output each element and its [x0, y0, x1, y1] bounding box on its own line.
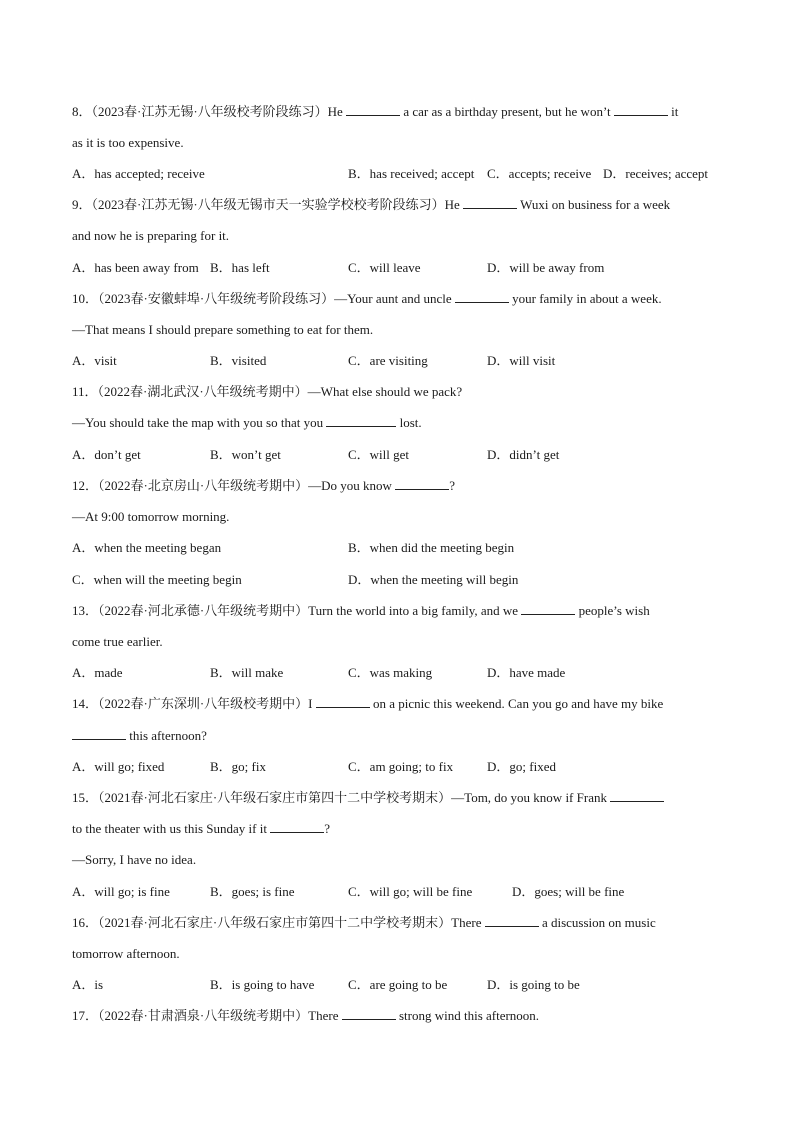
answer-blank[interactable] [485, 914, 539, 927]
question-17-line-1 [72, 1007, 732, 1025]
option-b[interactable]: B．visited [210, 353, 267, 368]
question-text: lost. [396, 415, 422, 430]
question-15-line-3: —Sorry, I have no idea. [72, 852, 197, 867]
question-text: 16．（2021春·河北石家庄·八年级石家庄市第四十二中学校考期末）There [72, 915, 485, 930]
question-text: 12．（2022春·北京房山·八年级统考期中）—Do you know [72, 478, 396, 493]
option-a[interactable]: A．visit [72, 353, 117, 368]
question-15-line-1 [72, 789, 732, 807]
question-text: 15．（2021春·河北石家庄·八年级石家庄市第四十二中学校考期末）—Tom, do you know if Frank [72, 790, 611, 805]
answer-blank[interactable] [455, 290, 509, 303]
question-8-line-2: as it is too expensive. [72, 135, 184, 150]
question-text: 10．（2023春·安徽蚌埠·八年级统考阶段练习）—Your aunt and uncle [72, 291, 455, 306]
question-13-line-1 [72, 602, 732, 620]
question-text: your family in about a week. [508, 291, 662, 306]
option-c[interactable]: C．are going to be [348, 977, 448, 992]
option-c[interactable]: C．will go; will be fine [348, 884, 473, 899]
option-b[interactable]: B．is going to have [210, 977, 315, 992]
option-a[interactable]: A．when the meeting began [72, 540, 222, 555]
option-d[interactable]: D．go; fixed [487, 759, 556, 774]
answer-blank[interactable] [342, 1007, 396, 1020]
question-text: this afternoon? [126, 728, 207, 743]
option-c[interactable]: C．when will the meeting begin [72, 572, 242, 587]
question-text: —You should take the map with you so that you [72, 415, 327, 430]
question-11-line-1: 11．（2022春·湖北武汉·八年级统考期中）—What else should we pack? [72, 384, 463, 399]
option-c[interactable]: C．am going; to fix [348, 759, 454, 774]
option-d[interactable]: D．receives; accept [603, 166, 709, 181]
option-d[interactable]: D．will visit [487, 353, 556, 368]
answer-blank[interactable] [614, 103, 668, 116]
question-text: a discussion on music [538, 915, 656, 930]
option-d[interactable]: D．will be away from [487, 260, 605, 275]
question-12-line-1 [72, 477, 732, 495]
answer-blank[interactable] [463, 196, 517, 209]
question-13-line-2: come true earlier. [72, 634, 163, 649]
answer-blank[interactable] [270, 820, 324, 833]
answer-blank[interactable] [395, 477, 449, 490]
question-text: 17．（2022春·甘肃酒泉·八年级统考期中）There [72, 1008, 342, 1023]
question-10-line-2: —That means I should prepare something to eat for them. [72, 322, 374, 337]
answer-blank[interactable] [610, 789, 664, 802]
question-11-line-2 [72, 414, 732, 432]
question-9-line-2: and now he is preparing for it. [72, 228, 230, 243]
question-text: 13．（2022春·河北承德·八年级统考期中）Turn the world into a big family, and we [72, 603, 522, 618]
option-d[interactable]: D．have made [487, 665, 566, 680]
question-text: to the theater with us this Sunday if it [72, 821, 271, 836]
question-12-line-2: —At 9:00 tomorrow morning. [72, 509, 230, 524]
answer-blank[interactable] [346, 103, 400, 116]
question-text: Wuxi on business for a week [517, 197, 671, 212]
question-text: 9．（2023春·江苏无锡·八年级无锡市天一实验学校校考阶段练习）He [72, 197, 464, 212]
answer-blank[interactable] [72, 727, 126, 740]
answer-blank[interactable] [326, 414, 396, 427]
option-a[interactable]: A．will go; is fine [72, 884, 170, 899]
option-b[interactable]: B．has left [210, 260, 270, 275]
question-text: on a picnic this weekend. Can you go and have my bike [369, 696, 664, 711]
question-text: 14．（2022春·广东深圳·八年级校考期中）I [72, 696, 316, 711]
question-text: strong wind this afternoon. [395, 1008, 540, 1023]
option-d[interactable]: D．is going to be [487, 977, 580, 992]
option-d[interactable]: D．didn’t get [487, 447, 560, 462]
question-text: ? [324, 821, 331, 836]
question-text: ? [449, 478, 455, 493]
option-b[interactable]: B．will make [210, 665, 284, 680]
option-d[interactable]: D．goes; will be fine [512, 884, 625, 899]
option-a[interactable]: A．has been away from [72, 260, 199, 275]
option-d[interactable]: D．when the meeting will begin [348, 572, 519, 587]
question-16-line-1 [72, 914, 732, 932]
option-c[interactable]: C．will leave [348, 260, 421, 275]
option-a[interactable]: A．will go; fixed [72, 759, 165, 774]
question-text: 8．（2023春·江苏无锡·八年级校考阶段练习）He [72, 104, 347, 119]
option-b[interactable]: B．when did the meeting begin [348, 540, 515, 555]
option-c[interactable]: C．was making [348, 665, 433, 680]
question-14-line-2 [72, 727, 732, 745]
question-15-line-2 [72, 820, 732, 838]
question-14-line-1 [72, 695, 732, 713]
option-a[interactable]: A．has accepted; receive [72, 166, 205, 181]
question-text: it [667, 104, 679, 119]
option-c[interactable]: C．accepts; receive [487, 166, 592, 181]
question-16-line-2: tomorrow afternoon. [72, 946, 180, 961]
answer-blank[interactable] [316, 695, 370, 708]
question-10-line-1 [72, 290, 732, 308]
option-c[interactable]: C．will get [348, 447, 410, 462]
option-c[interactable]: C．are visiting [348, 353, 428, 368]
question-8-line-1 [72, 103, 732, 121]
question-text: a car as a birthday present, but he won’t [400, 104, 614, 119]
option-b[interactable]: B．goes; is fine [210, 884, 295, 899]
option-a[interactable]: A．made [72, 665, 123, 680]
answer-blank[interactable] [521, 602, 575, 615]
option-b[interactable]: B．go; fix [210, 759, 266, 774]
option-b[interactable]: B．has received; accept [348, 166, 475, 181]
option-a[interactable]: A．don’t get [72, 447, 141, 462]
option-b[interactable]: B．won’t get [210, 447, 281, 462]
option-a[interactable]: A．is [72, 977, 104, 992]
question-text: people’s wish [575, 603, 650, 618]
question-9-line-1 [72, 196, 732, 214]
